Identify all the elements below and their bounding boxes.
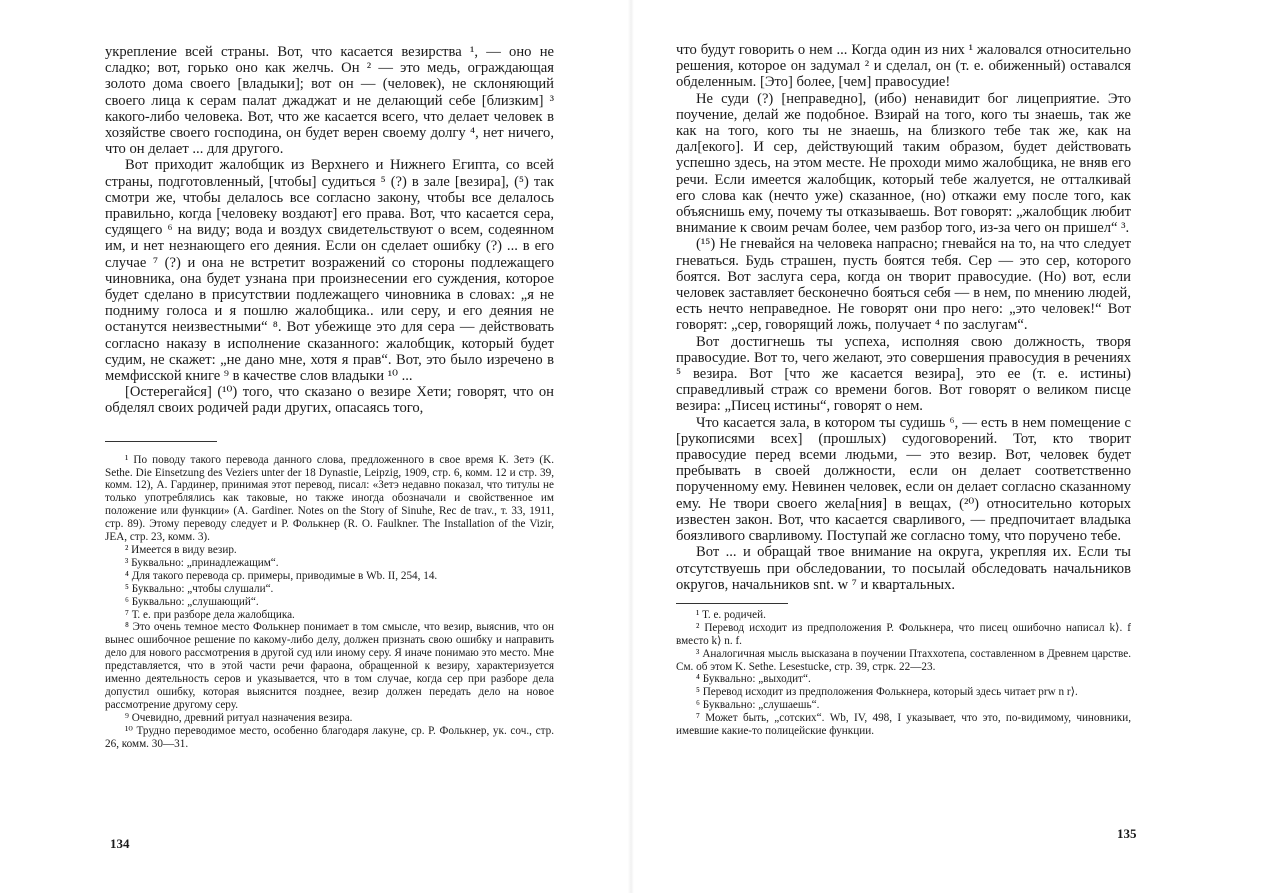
paragraph: [Остерегайся] (¹⁰) того, что сказано о везире Хети; говорят, что он обделял своих родичей ради других, опасаясь того, xyxy=(105,384,554,417)
footnote: ⁵ Буквально: „чтобы слушали“. xyxy=(125,582,274,595)
footnote-separator xyxy=(676,603,788,604)
footnote: ⁴ Буквально: „выходит“. xyxy=(696,673,811,686)
page-number: 135 xyxy=(1117,826,1137,841)
footnote: ¹ Т. е. родичей. xyxy=(696,608,766,621)
footnote-separator xyxy=(105,441,217,442)
footnote: ⁶ Буквально: „слушаешь“. xyxy=(696,699,820,712)
footnote: ² Имеется в виду везир. xyxy=(125,544,237,557)
footnote: ⁵ Перевод исходит из предположения Фолькнера, который здесь читает prw n r⟩. xyxy=(696,686,1078,699)
left-page-column xyxy=(105,44,554,751)
left-page-body xyxy=(105,44,554,417)
paragraph: Вот приходит жалобщик из Верхнего и Нижнего Египта, со всей страны, подготовленный, [чтобы] судиться ⁵ (?) в зале [везира], (⁵) так смотри же, чтобы делалось все согласно закону, чтобы все делалось правильно, когда [человеку воздают] его права. Вот, что касается сера, судящего ⁶ на виду; вода и воздух свидетельствуют о всем, содеянном им, и нет незнающего его деяния. Если он сделает ошибку (?) ... в его случае ⁷ (?) и она не встретит возражений со стороны подлежащего чиновника, она будет узнана при произнесении его суждения, которое будет сделано в присутствии подлежащего чиновника в словах: „я не подниму голоса и я пошлю жалобщика.. или серу, и его деяния не останутся неизвестными“ ⁸. Вот убежище это для сера — действовать согласно наказу в исполнение сказанного: жалобщик, который будет судим, не скажет: „не дано мне, хотя я прав“. Вот, это было изречено в мемфисской книге ⁹ в качестве слов владыки ¹⁰ ... xyxy=(105,157,554,385)
footnote: ⁷ Может быть, „сотских“. Wb, IV, 498, I указывает, что это, по-видимому, чиновники, имевшие какие-то полицейские функции. xyxy=(676,712,1131,738)
footnote: ⁹ Очевидно, древний ритуал назначения везира. xyxy=(125,711,353,724)
left-page xyxy=(0,0,631,893)
paragraph: что будут говорить о нем ... Когда один из них ¹ жаловался относительно решения, которое он задумал ² и сделал, он (т. е. обиженный) оставался обделенным. [Это] более, [чем] правосудие! xyxy=(676,42,1131,91)
footnote: ¹ По поводу такого перевода данного слова, предложенного в свое время К. Зетэ (K. Sethe. Die Einsetzung des Veziers unter der 18 Dynastie, Leipzig, 1909, стр. 6, комм. 12 и стр. 39, комм. 12), А. Гардинер, принимая этот перевод, писал: «Зетэ недавно показал, что титулы не только употреблялись как таковые, но также иногда обозначали и свойственное им положение или функции» (A. Gardiner. Notes on the Story of Sinuhe, Rec de trav., т. 33, 1911, стр. 89). Этому переводу следует и Р. Фолькнер (R. O. Faulkner. The Installation of the Vizir, JEA, стр. 23, комм. 3). xyxy=(105,453,554,544)
right-page-column xyxy=(676,42,1131,738)
paragraph: Что касается зала, в котором ты судишь ⁶, — есть в нем помещение с [рукописями всех] (прошлых) судоговорений. Тот, кто творит правосудие перед всеми людьми, — это везир. Вот, человек будет пребывать в своей должности, если он делает соответственно порученному ему. Невинен человек, если он делает согласно сказанному ему. Не твори своего жела[ния] в вещах, (²⁰) относительно которых известен закон. Вот, что касается сварливого, — предпочитает владыка боязливого сварливому. Поступай же согласно тому, что поручено тебе. xyxy=(676,414,1131,545)
paragraph: Вот ... и обращай твое внимание на округа, укрепляя их. Если ты отсутствуешь при обследовании, то посылай обследовать начальников округов, начальников snt. w ⁷ и квартальных. xyxy=(676,544,1131,593)
footnote: ⁴ Для такого перевода ср. примеры, приводимые в Wb. II, 254, 14. xyxy=(125,569,438,582)
paragraph: Вот достигнешь ты успеха, исполняя свою должность, творя правосудие. Вот то, чего желают, это совершения правосудия в речениях ⁵ везира. Вот [что же касается везира], это ее (т. е. истины) справедливый страж со времени богов. Вот говорят о великом писце везира: „Писец истины“, говорят о нем. xyxy=(676,333,1131,415)
paragraph: Не суди (?) [неправедно], (ибо) ненавидит бог лицеприятие. Это поучение, делай же подобное. Взирай на того, кого ты знаешь, так же как на того, кого ты не знаешь, на близкого тебе так же, как на дал[екого]. И сер, действующий таким образом, будет действовать успешно здесь, на этом месте. Не проходи мимо жалобщика, не вняв его речи. Если имеется жалобщик, который тебе жалуется, не отталкивай его слова как (нечто уже) сказанное, (но) откажи ему после того, как объяснишь ему, почему ты отказываешь. Вот говорят: „жалобщик любит внимание к своим речам более, чем разбор того, из-за чего он пришел“ ³. xyxy=(676,90,1131,237)
right-page-footnotes xyxy=(676,609,1131,738)
left-page-footnotes xyxy=(105,454,554,751)
footnote: ³ Аналогичная мысль высказана в поучении Птаххотепа, составленном в Древнем царстве. См. об этом K. Sethe. Lesestucke, стр. 39, стрк. 22—23. xyxy=(676,647,1131,673)
paragraph: (¹⁵) Не гневайся на человека напрасно; гневайся на то, на что следует гневаться. Будь страшен, пусть боятся тебя. Сер — это сер, которого боятся. Вот заслуга сера, когда он творит правосудие. (Но) вот, если человек заставляет бесконечно бояться себя — в нем, по мнению людей, есть нечто неправедное. Не говорят они про него: „это человек!“ Вот говорят: „сер, говорящий ложь, получает ⁴ по заслугам“. xyxy=(676,236,1131,334)
footnote: ³ Буквально: „принадлежащим“. xyxy=(125,556,279,569)
right-page xyxy=(631,0,1263,893)
footnote: ⁶ Буквально: „слушающий“. xyxy=(125,595,259,608)
page-number: 134 xyxy=(110,836,130,851)
paragraph: укрепление всей страны. Вот, что касается везирства ¹, — оно не сладко; вот, горько оно как желчь. Он ² — это медь, ограждающая золото дома своего [владыки]; вот он — (человек), не склоняющий своего лица к серам палат джаджат и не делающий себе [близким] ³ какого-либо человека. Вот, что же касается всего, что делает человек в хозяйстве своего господина, он будет верен своему долгу ⁴, нет ничего, что он делает ... для другого. xyxy=(105,44,554,158)
footnote: ¹⁰ Трудно переводимое место, особенно благодаря лакуне, ср. Р. Фолькнер, ук. соч., стр. 26, комм. 30—31. xyxy=(105,724,554,750)
right-page-body xyxy=(676,42,1131,593)
footnote: ² Перевод исходит из предположения Р. Фолькнера, что писец ошибочно написал k⟩. f вместо k⟩ n. f. xyxy=(676,621,1131,647)
footnote: ⁸ Это очень темное место Фолькнер понимает в том смысле, что везир, выяснив, что он вынес ошибочное решение по какому-либо делу, должен признать свою ошибку и направить дело для нового рассмотрения в другой суд или иному серу. Я иначе понимаю это место. Мне представляется, что в этой части речи фараона, обращенной к везиру, характеризуется именно деятельность серов и указывается, что в том случае, когда сер при разборе дела допустил ошибку, которая выяснится позднее, везир должен передать дело на новое рассмотрение другому серу. xyxy=(105,621,554,711)
footnote: ⁷ Т. е. при разборе дела жалобщика. xyxy=(125,608,295,621)
